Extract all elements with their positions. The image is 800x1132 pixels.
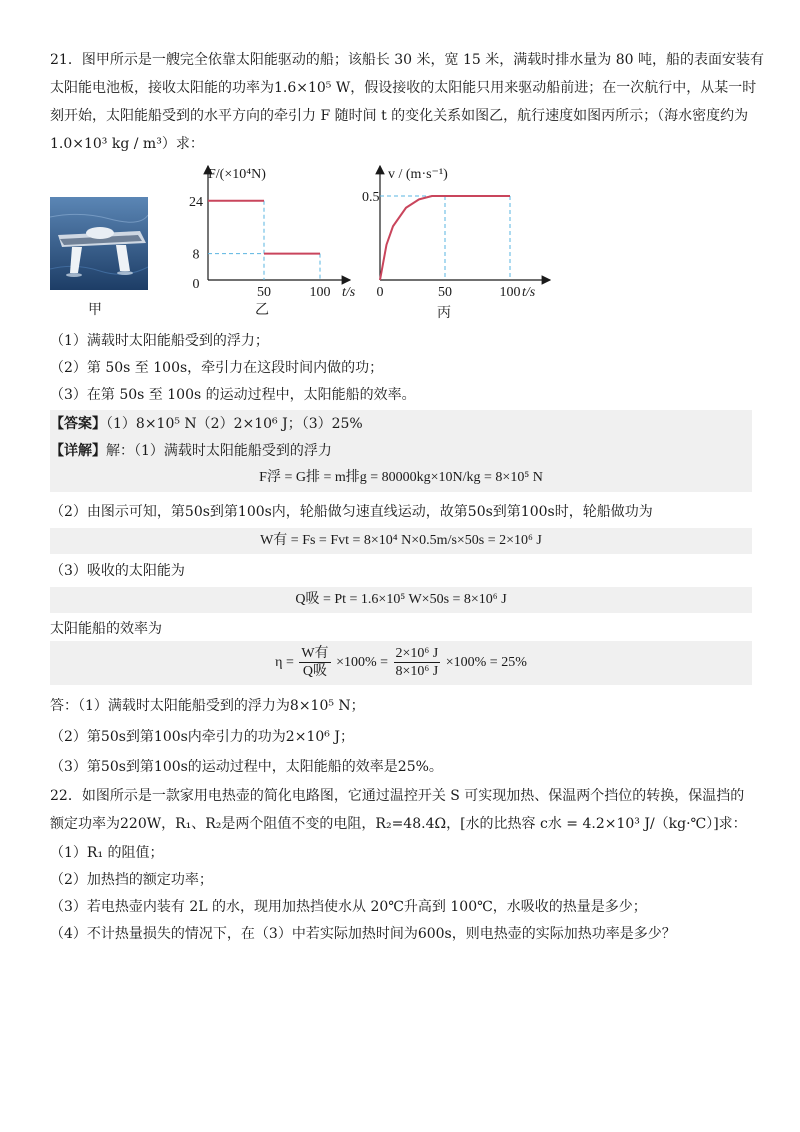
q21-line2b: ，假设接收的太阳能只用来驱动船前进；在一次航行中，从某一时 — [350, 80, 757, 96]
y-axis-label: F/(×10⁴N) — [208, 167, 266, 182]
detail-line — [50, 441, 750, 461]
equation-buoyancy: F浮 = G排 = m排g = 80000kg×10N/kg = 8×10⁵ N — [259, 470, 543, 485]
q22-line1: 22．如图所示是一款家用电热壶的简化电路图，它通过温控开关 S 可实现加热、保温两个挡位的转换，保温挡的 — [50, 788, 745, 804]
y-tick-24: 24 — [189, 194, 203, 210]
q21-density: 1.0×10³ kg / m³ — [50, 136, 162, 152]
y-tick-0: 0 — [192, 277, 200, 292]
q21-power: 1.6×10⁵ W — [274, 80, 351, 96]
q22-sub1: （1）R₁ 的阻值； — [50, 845, 164, 861]
x-tick-50: 50 — [438, 285, 452, 300]
x-tick-0: 0 — [376, 285, 384, 300]
q21-sub2: （2）第 50s 至 100s，牵引力在这段时间内做的功； — [50, 360, 384, 376]
y-axis-label: v / (m·s⁻¹) — [388, 167, 448, 182]
q21-line1: 21．图甲所示是一艘完全依靠太阳能驱动的船；该船长 30 米，宽 15 米，满载时排水量为 80 吨，船的表面安装有 — [50, 52, 764, 68]
detail-p4: 太阳能船的效率为 — [50, 621, 162, 637]
q22-sub3: （3）若电热壶内装有 2L 的水，现用加热挡使水从 20℃升高到 100℃，水吸收的热量是多少； — [50, 899, 647, 915]
detail-label: 【详解】 — [50, 443, 106, 459]
q21-line2 — [50, 78, 757, 98]
q21-line3: 刻开始，太阳能船受到的水平方向的牵引力 F 随时间 t 的变化关系如图乙，航行速度如图丙所示；（海水密度约为 — [50, 108, 749, 124]
answer-line — [50, 414, 750, 434]
q21-sub3: （3）在第 50s 至 100s 的运动过程中，太阳能船的效率。 — [50, 387, 416, 403]
caption-yi: 乙 — [255, 302, 269, 318]
detail-p2: （2）由图示可知，第50s到第100s内，轮船做匀速直线运动，故第50s到第100s时，轮船做功为 — [50, 504, 653, 520]
q21-sub1: （1）满载时太阳能船受到的浮力； — [50, 333, 269, 349]
conclusion-3: （3）第50s到第100s的运动过程中，太阳能船的效率是25%。 — [50, 759, 443, 775]
q21-line4 — [50, 134, 750, 154]
detail-p3: （3）吸收的太阳能为 — [50, 563, 185, 579]
answer-text: （1）8×10⁵ N（2）2×10⁶ J；（3）25% — [106, 416, 363, 432]
q22-sub2: （2）加热挡的额定功率； — [50, 872, 213, 888]
q22-line2: 额定功率为220W，R₁、R₂是两个阻值不变的电阻，R₂=48.4Ω，[水的比热容 c水 = 4.2×10³ J/（kg·℃）]求： — [50, 816, 747, 832]
y-tick-0.5: 0.5 — [362, 190, 380, 205]
x-tick-100: 100 — [309, 285, 331, 300]
equation-work: W有 = Fs = Fvt = 8×10⁴ N×0.5m/s×50s = 2×10⁶ J — [260, 533, 542, 548]
fraction-w-over-q: $\frac{\text{W有}}{\text{Q吸}}$ — [301, 646, 329, 680]
x-axis-label: t/s — [342, 285, 356, 300]
force-time-chart — [180, 158, 365, 323]
q21-line4b: ）求： — [161, 136, 204, 152]
eq4-result: ×100% = 25% — [445, 655, 527, 670]
q22-sub4: （4）不计热量损失的情况下，在（3）中若实际加热时间为600s，则电热壶的实际加热功率是多少？ — [50, 926, 676, 942]
solar-boat-photo — [50, 197, 148, 290]
fraction-values: $\frac{\text{2×10⁶ J}}{\text{8×10⁶ J}}$ — [395, 646, 439, 680]
q21-line2a: 太阳能电池板，接收太阳能的功率为 — [50, 80, 274, 96]
eq4-mid: ×100% = — [336, 655, 389, 670]
conclusion-1: 答：（1）满载时太阳能船受到的浮力为8×10⁵ N； — [50, 698, 365, 714]
conclusion-2: （2）第50s到第100s内牵引力的功为2×10⁶ J； — [50, 729, 354, 745]
caption-bing: 丙 — [437, 305, 451, 321]
answer-label: 【答案】 — [50, 416, 106, 432]
eta-symbol: η = — [275, 655, 294, 670]
velocity-time-chart — [360, 158, 560, 323]
x-tick-50: 50 — [257, 285, 271, 300]
y-tick-8: 8 — [192, 247, 200, 263]
x-tick-100: 100 — [499, 285, 521, 300]
equation-solar-energy: Q吸 = Pt = 1.6×10⁵ W×50s = 8×10⁶ J — [295, 592, 507, 607]
equation-efficiency — [50, 644, 752, 682]
caption-jia: 甲 — [88, 302, 102, 318]
x-axis-label: t/s — [522, 285, 536, 300]
detail-intro: 解：（1）满载时太阳能船受到的浮力 — [106, 443, 332, 459]
